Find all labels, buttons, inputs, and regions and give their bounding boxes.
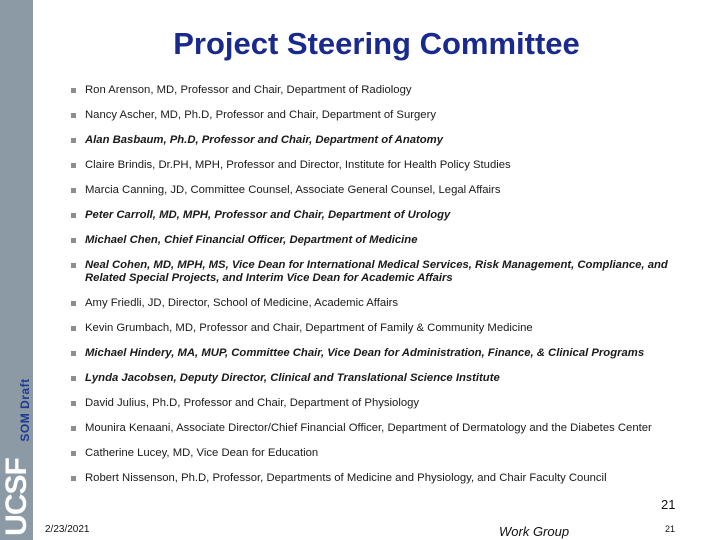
page-number: 21 [661,497,676,512]
list-item: Claire Brindis, Dr.PH, MPH, Professor and Director, Institute for Health Policy Studies [70,159,700,172]
list-item: Michael Hindery, MA, MUP, Committee Chair, Vice Dean for Administration, Finance, & Clinical Programs [70,347,700,360]
footer-group-label: Work Group [499,524,570,539]
list-item: Alan Basbaum, Ph.D, Professor and Chair, Department of Anatomy [70,134,700,147]
footer-slide-number: 21 [665,524,676,534]
page-title: Project Steering Committee [173,26,580,61]
list-item: Nancy Ascher, MD, Ph.D, Professor and Chair, Department of Surgery [70,109,700,122]
list-item: Amy Friedli, JD, Director, School of Medicine, Academic Affairs [70,297,700,310]
list-item: Robert Nissenson, Ph.D, Professor, Departments of Medicine and Physiology, and Chair Faculty Council [70,472,700,485]
member-list [70,84,700,497]
list-item: Neal Cohen, MD, MPH, MS, Vice Dean for International Medical Services, Risk Management, Compliance, and Related Special Projects, and Interim Vice Dean for Academic Affairs [70,259,700,285]
list-item: Lynda Jacobsen, Deputy Director, Clinical and Translational Science Institute [70,372,700,385]
ucsf-logo: UCSF [0,458,33,536]
list-item: Michael Chen, Chief Financial Officer, Department of Medicine [70,234,700,247]
list-item: Marcia Canning, JD, Committee Counsel, Associate General Counsel, Legal Affairs [70,184,700,197]
footer-date: 2/23/2021 [45,524,90,535]
list-item: Catherine Lucey, MD, Vice Dean for Education [70,447,700,460]
list-item: David Julius, Ph.D, Professor and Chair, Department of Physiology [70,397,700,410]
draft-label: SOM Draft [18,378,32,442]
list-item: Mounira Kenaani, Associate Director/Chief Financial Officer, Department of Dermatology and the Diabetes Center [70,422,700,435]
list-item: Peter Carroll, MD, MPH, Professor and Chair, Department of Urology [70,209,700,222]
list-item: Kevin Grumbach, MD, Professor and Chair, Department of Family & Community Medicine [70,322,700,335]
list-item: Ron Arenson, MD, Professor and Chair, Department of Radiology [70,84,700,97]
